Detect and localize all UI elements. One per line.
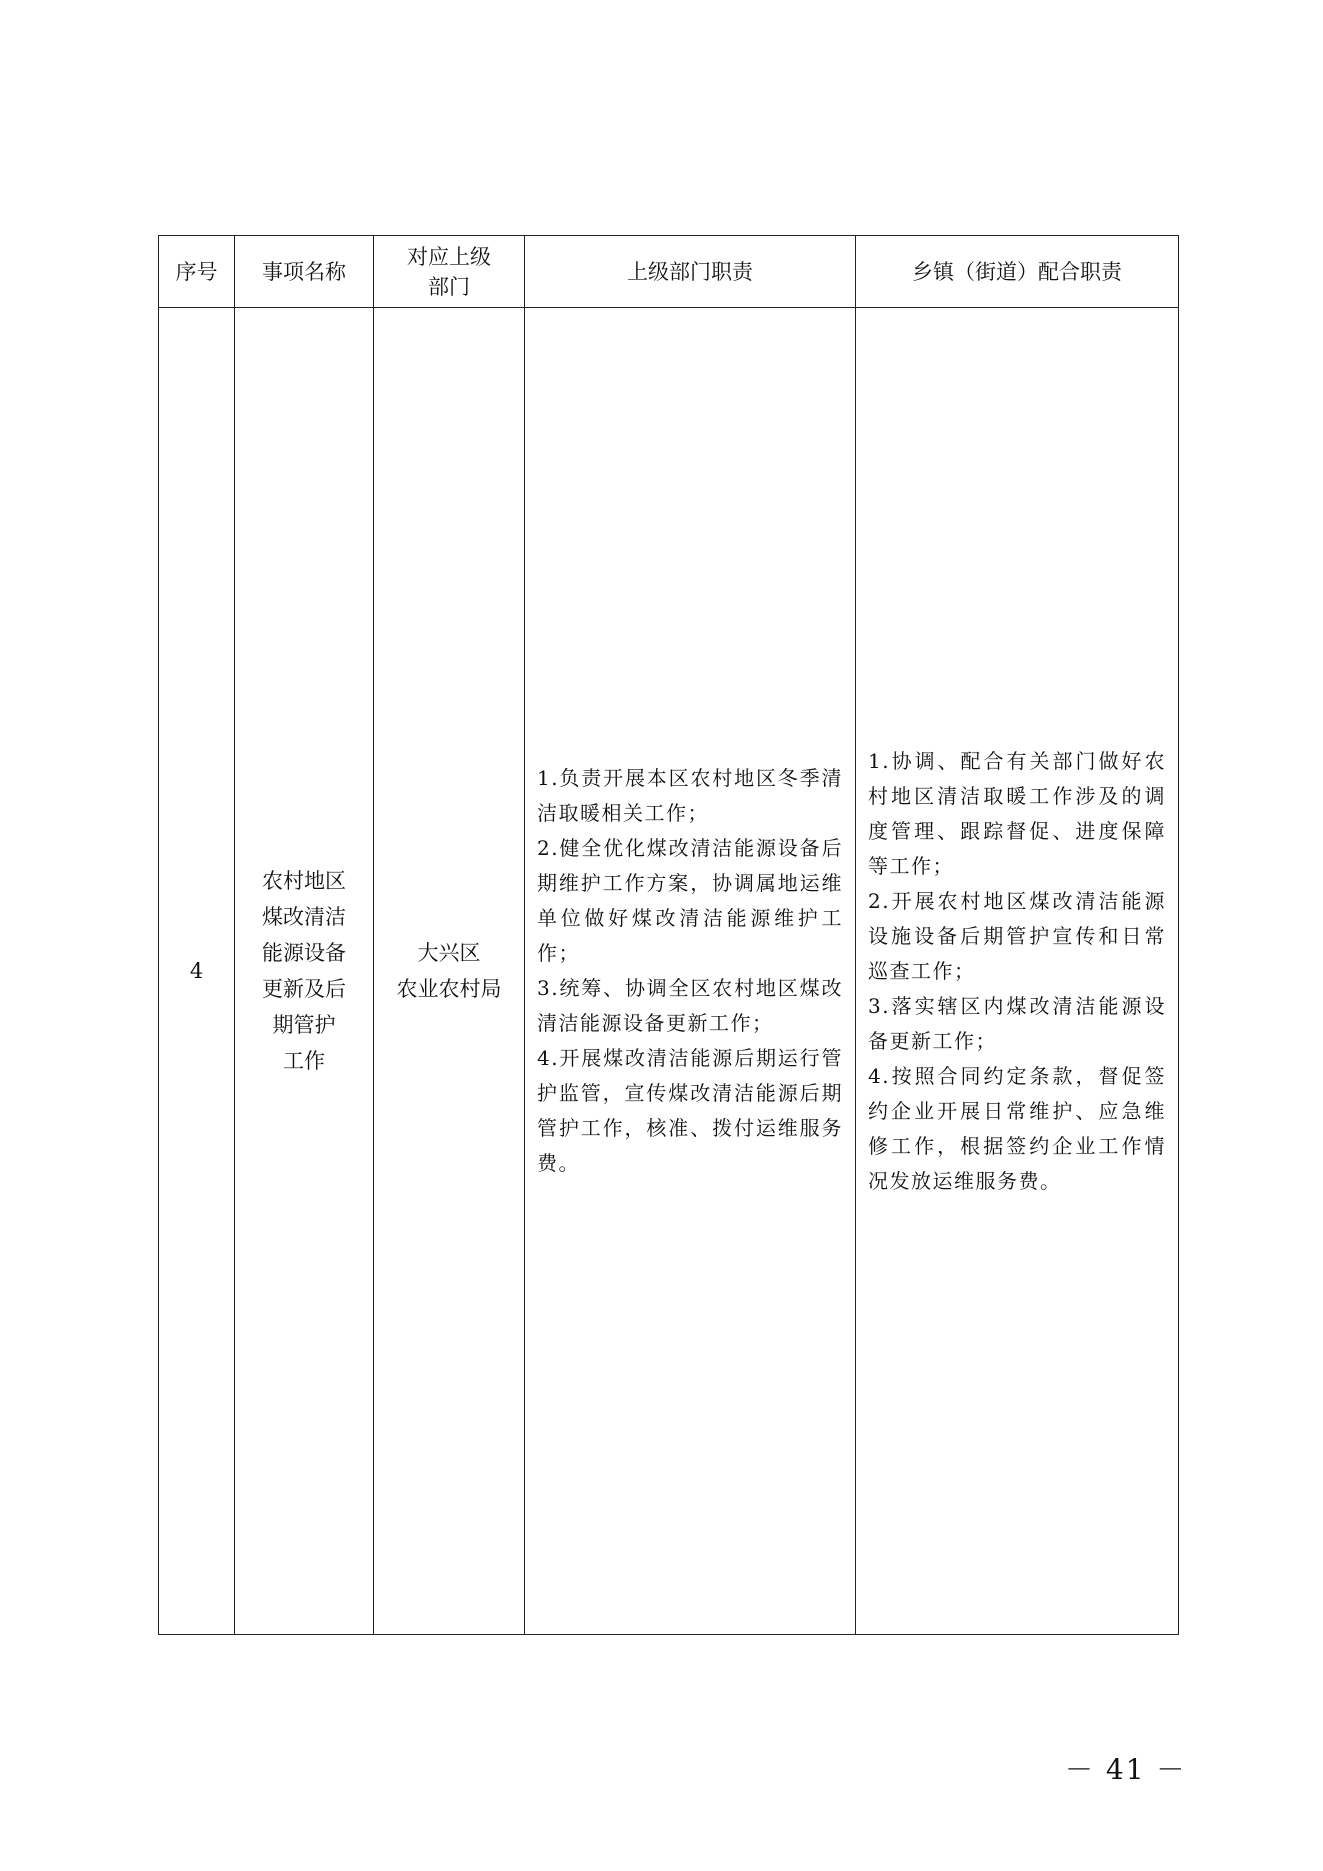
item-name-line: 能源设备	[262, 941, 346, 965]
superior-duty-item: 1.负责开展本区农村地区冬季清洁取暖相关工作；	[537, 766, 843, 825]
row-superior-duties	[525, 308, 856, 1635]
township-duty-item: 3.落实辖区内煤改清洁能源设备更新工作；	[868, 993, 1166, 1053]
superior-duty-list	[537, 761, 843, 1181]
page-number: － 41 －	[1065, 1753, 1187, 1786]
item-name-line: 煤改清洁	[262, 905, 346, 929]
header-row	[159, 236, 1179, 308]
header-item-name: 事项名称	[235, 236, 374, 308]
row-seq: 4	[159, 308, 235, 1635]
item-name-line: 农村地区	[262, 869, 346, 893]
header-superior-dept	[374, 236, 525, 308]
header-township-duty: 乡镇（街道）配合职责	[856, 236, 1179, 308]
duty-table	[158, 235, 1179, 1635]
item-name-line: 工作	[283, 1049, 325, 1073]
township-duty-item: 4.按照合同约定条款，督促签约企业开展日常维护、应急维修工作，根据签约企业工作情况发放运维服务费。	[868, 1063, 1166, 1193]
header-seq: 序号	[159, 236, 235, 308]
township-duty-list	[868, 744, 1166, 1199]
header-superior-dept-line: 部门	[428, 274, 470, 299]
superior-duty-item: 3.统筹、协调全区农村地区煤改清洁能源设备更新工作；	[537, 976, 843, 1035]
township-duty-item: 2.开展农村地区煤改清洁能源设施设备后期管护宣传和日常巡查工作；	[868, 888, 1166, 983]
row-item-name	[235, 308, 374, 1635]
item-name-line: 更新及后	[262, 977, 346, 1001]
row-township-duties	[856, 308, 1179, 1635]
superior-duty-item: 2.健全优化煤改清洁能源设备后期维护工作方案，协调属地运维单位做好煤改清洁能源维护工作；	[537, 836, 843, 965]
header-superior-dept-line: 对应上级	[407, 244, 491, 269]
table-row	[159, 308, 1179, 1635]
township-duty-item: 1.协调、配合有关部门做好农村地区清洁取暖工作涉及的调度管理、跟踪督促、进度保障等工作；	[868, 748, 1166, 878]
header-superior-duty: 上级部门职责	[525, 236, 856, 308]
item-name-line: 期管护	[272, 1013, 336, 1037]
superior-duty-item: 4.开展煤改清洁能源后期运行管护监管，宣传煤改清洁能源后期管护工作，核准、拨付运维服务费。	[537, 1046, 843, 1175]
superior-dept-line: 大兴区	[417, 941, 481, 965]
row-superior-dept	[374, 308, 525, 1635]
superior-dept-line: 农业农村局	[396, 977, 502, 1001]
